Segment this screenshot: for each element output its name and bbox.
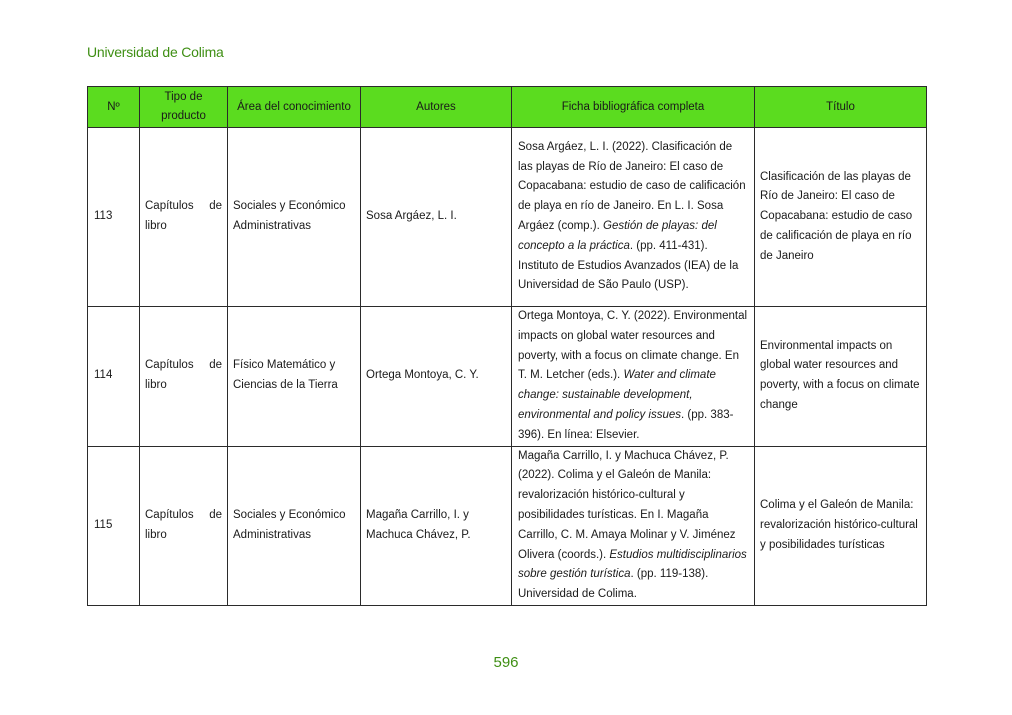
table-row <box>88 307 927 447</box>
column-header-tipo: Tipo de producto <box>140 87 228 128</box>
cell-autores: Sosa Argáez, L. I. <box>361 128 512 307</box>
cell-titulo: Colima y el Galeón de Manila: revalorización histórico-cultural y posibilidades turísticas <box>755 446 927 605</box>
column-header-autores: Autores <box>361 87 512 128</box>
column-header-ficha: Ficha bibliográfica completa <box>512 87 755 128</box>
table-header-row <box>88 87 927 128</box>
cell-area: Sociales y Económico Administrativas <box>228 128 361 307</box>
cell-area: Sociales y Económico Administrativas <box>228 446 361 605</box>
cell-tipo: Capítulos de libro <box>140 128 228 307</box>
table-row <box>88 128 927 307</box>
ficha-book-title: Estudios multidisciplinarios sobre gestión turística <box>518 548 747 581</box>
cell-tipo: Capítulos de libro <box>140 307 228 447</box>
table-row <box>88 446 927 605</box>
cell-autores: Magaña Carrillo, I. y Machuca Chávez, P. <box>361 446 512 605</box>
ficha-text: Sosa Argáez, L. I. (2022). Clasificación de las playas de Río de Janeiro: El caso de Copacabana: estudio de caso de calificación de playa en río de Janeiro. En L. I. Sosa Argáez (comp.). <box>518 140 746 232</box>
ficha-book-title: Water and climate change: sustainable development, environmental and policy issues <box>518 369 716 421</box>
ficha-text: . (pp. 119-138). Universidad de Colima. <box>518 568 709 601</box>
cell-num: 115 <box>88 446 140 605</box>
cell-titulo: Clasificación de las playas de Río de Janeiro: El caso de Copacabana: estudio de caso de calificación de playa en río de Janeiro <box>755 128 927 307</box>
cell-titulo: Environmental impacts on global water resources and poverty, with a focus on climate change <box>755 307 927 447</box>
cell-autores: Ortega Montoya, C. Y. <box>361 307 512 447</box>
ficha-text: Magaña Carrillo, I. y Machuca Chávez, P. (2022). Colima y el Galeón de Manila: revalorización histórico-cultural y posibilidades turísticas. En I. Magaña Carrillo, C. M. Amaya Molinar y V. Jiménez Olivera (coords.). <box>518 449 736 561</box>
institution-title: Universidad de Colima <box>87 44 224 60</box>
cell-num: 113 <box>88 128 140 307</box>
ficha-book-title: Gestión de playas: del concepto a la práctica <box>518 220 717 252</box>
column-header-num: Nº <box>88 87 140 128</box>
ficha-text: . (pp. 411-431). Instituto de Estudios Avanzados (IEA) de la Universidad de São Paulo (USP). <box>518 239 739 292</box>
cell-ficha <box>512 446 755 605</box>
ficha-text: . (pp. 383-396). En línea: Elsevier. <box>518 408 734 441</box>
column-header-titulo: Título <box>755 87 927 128</box>
cell-ficha <box>512 307 755 447</box>
cell-num: 114 <box>88 307 140 447</box>
cell-tipo: Capítulos de libro <box>140 446 228 605</box>
ficha-text: Ortega Montoya, C. Y. (2022). Environmental impacts on global water resources and poverty, with a focus on climate change. En T. M. Letcher (eds.). <box>518 310 748 382</box>
publications-table <box>87 86 927 606</box>
cell-ficha <box>512 128 755 307</box>
page-number: 596 <box>493 654 519 671</box>
column-header-area: Área del conocimiento <box>228 87 361 128</box>
cell-area: Físico Matemático y Ciencias de la Tierra <box>228 307 361 447</box>
